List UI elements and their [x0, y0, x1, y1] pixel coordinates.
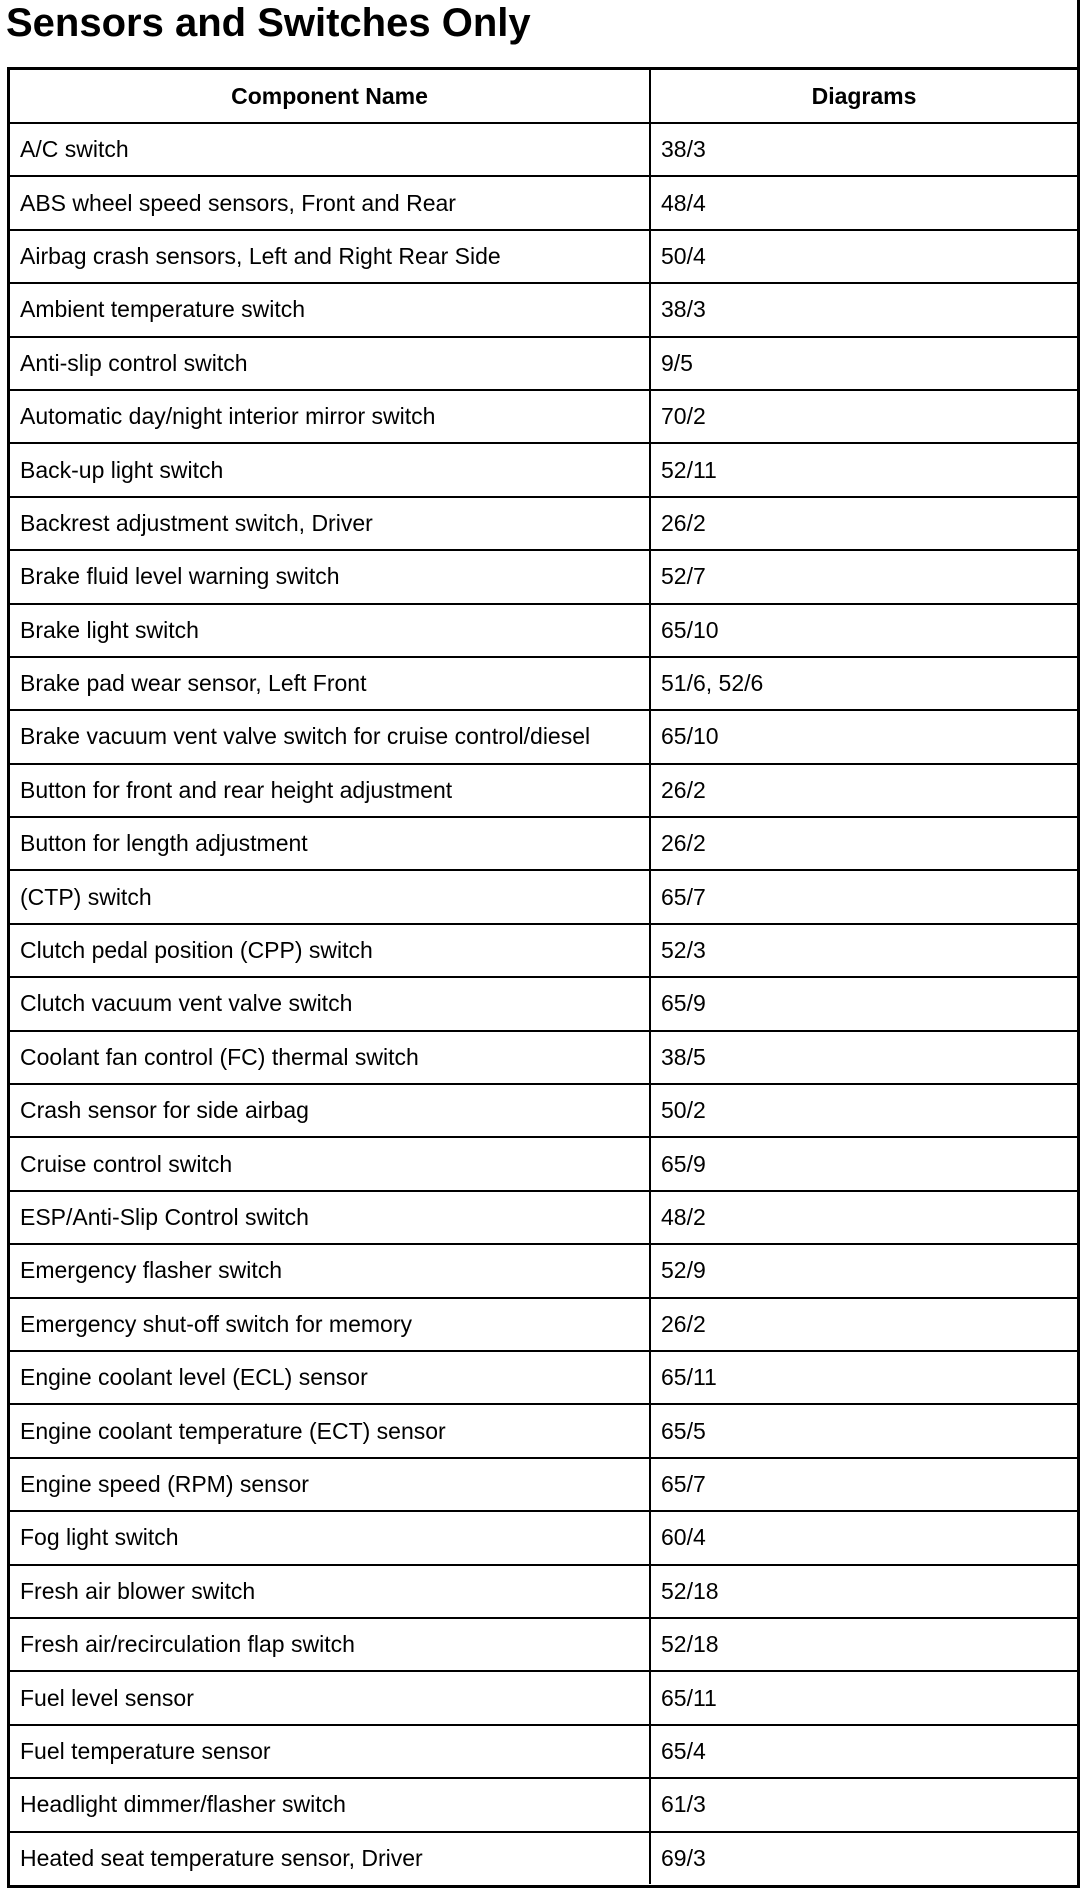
diagram-ref-cell: 69/3	[650, 1832, 1077, 1884]
diagram-ref-cell: 50/2	[650, 1084, 1077, 1137]
diagram-ref-cell: 52/18	[650, 1618, 1077, 1671]
diagram-ref-cell: 38/5	[650, 1031, 1077, 1084]
diagram-ref-cell: 52/18	[650, 1565, 1077, 1618]
right-rule	[1077, 0, 1080, 68]
component-name-cell: ABS wheel speed sensors, Front and Rear	[10, 176, 650, 229]
diagram-ref-cell: 9/5	[650, 337, 1077, 390]
diagram-ref-cell: 26/2	[650, 764, 1077, 817]
table-row	[10, 1511, 1077, 1564]
diagram-ref-cell: 65/7	[650, 870, 1077, 923]
table-header	[10, 70, 1077, 123]
table-row	[10, 390, 1077, 443]
component-name-cell: Airbag crash sensors, Left and Right Rear Side	[10, 230, 650, 283]
table-row	[10, 550, 1077, 603]
component-name-cell: Headlight dimmer/flasher switch	[10, 1778, 650, 1831]
component-name-cell: Fresh air/recirculation flap switch	[10, 1618, 650, 1671]
component-name-cell: Coolant fan control (FC) thermal switch	[10, 1031, 650, 1084]
diagram-ref-cell: 26/2	[650, 817, 1077, 870]
diagram-ref-cell: 65/9	[650, 977, 1077, 1030]
table-row	[10, 764, 1077, 817]
table-row	[10, 1298, 1077, 1351]
component-name-cell: Back-up light switch	[10, 443, 650, 496]
diagram-ref-cell: 38/3	[650, 283, 1077, 336]
table-row	[10, 123, 1077, 176]
diagram-ref-cell: 26/2	[650, 497, 1077, 550]
diagram-ref-cell: 48/4	[650, 176, 1077, 229]
component-name-cell: (CTP) switch	[10, 870, 650, 923]
component-name-cell: Clutch vacuum vent valve switch	[10, 977, 650, 1030]
table-body	[10, 123, 1077, 1884]
column-header-component-name: Component Name	[10, 70, 650, 123]
diagram-ref-cell: 38/3	[650, 123, 1077, 176]
component-name-cell: Automatic day/night interior mirror switch	[10, 390, 650, 443]
table-row	[10, 176, 1077, 229]
component-name-cell: Engine speed (RPM) sensor	[10, 1458, 650, 1511]
table-row	[10, 1458, 1077, 1511]
diagram-ref-cell: 52/9	[650, 1244, 1077, 1297]
table-row	[10, 1084, 1077, 1137]
diagram-ref-cell: 65/10	[650, 604, 1077, 657]
component-name-cell: Anti-slip control switch	[10, 337, 650, 390]
component-name-cell: Brake light switch	[10, 604, 650, 657]
table-row	[10, 1671, 1077, 1724]
component-name-cell: Emergency flasher switch	[10, 1244, 650, 1297]
table-row	[10, 443, 1077, 496]
table-row	[10, 604, 1077, 657]
table-row	[10, 283, 1077, 336]
table-row	[10, 710, 1077, 763]
diagram-ref-cell: 52/11	[650, 443, 1077, 496]
diagram-ref-cell: 65/5	[650, 1404, 1077, 1457]
component-name-cell: Brake fluid level warning switch	[10, 550, 650, 603]
component-name-cell: Fuel temperature sensor	[10, 1725, 650, 1778]
table-row	[10, 1244, 1077, 1297]
table-row	[10, 1404, 1077, 1457]
table-row	[10, 817, 1077, 870]
component-name-cell: Cruise control switch	[10, 1137, 650, 1190]
diagram-ref-cell: 50/4	[650, 230, 1077, 283]
table-row	[10, 977, 1077, 1030]
table-row	[10, 1778, 1077, 1831]
diagram-ref-cell: 60/4	[650, 1511, 1077, 1564]
component-name-cell: Button for front and rear height adjustment	[10, 764, 650, 817]
component-name-cell: Brake pad wear sensor, Left Front	[10, 657, 650, 710]
diagram-ref-cell: 61/3	[650, 1778, 1077, 1831]
component-name-cell: Ambient temperature switch	[10, 283, 650, 336]
component-name-cell: Backrest adjustment switch, Driver	[10, 497, 650, 550]
table-row	[10, 1618, 1077, 1671]
diagram-ref-cell: 52/7	[650, 550, 1077, 603]
diagram-ref-cell: 65/11	[650, 1671, 1077, 1724]
diagram-ref-cell: 70/2	[650, 390, 1077, 443]
diagram-ref-cell: 65/7	[650, 1458, 1077, 1511]
diagram-ref-cell: 26/2	[650, 1298, 1077, 1351]
diagram-ref-cell: 65/9	[650, 1137, 1077, 1190]
page-title: Sensors and Switches Only	[6, 1, 531, 45]
table-row	[10, 1351, 1077, 1404]
table-row	[10, 337, 1077, 390]
component-name-cell: Clutch pedal position (CPP) switch	[10, 924, 650, 977]
table-row	[10, 1725, 1077, 1778]
table-row	[10, 657, 1077, 710]
column-header-diagrams: Diagrams	[650, 70, 1077, 123]
table-row	[10, 497, 1077, 550]
component-name-cell: Crash sensor for side airbag	[10, 1084, 650, 1137]
components-table	[10, 70, 1077, 1884]
table-row	[10, 1832, 1077, 1884]
table-row	[10, 1031, 1077, 1084]
diagram-ref-cell: 65/11	[650, 1351, 1077, 1404]
component-name-cell: Emergency shut-off switch for memory	[10, 1298, 650, 1351]
component-name-cell: Heated seat temperature sensor, Driver	[10, 1832, 650, 1884]
diagram-ref-cell: 52/3	[650, 924, 1077, 977]
table-row	[10, 230, 1077, 283]
component-name-cell: Fuel level sensor	[10, 1671, 650, 1724]
component-name-cell: Brake vacuum vent valve switch for cruise control/diesel	[10, 710, 650, 763]
component-name-cell: Fresh air blower switch	[10, 1565, 650, 1618]
diagram-ref-cell: 65/10	[650, 710, 1077, 763]
table-row	[10, 1191, 1077, 1244]
table-row	[10, 870, 1077, 923]
component-name-cell: Button for length adjustment	[10, 817, 650, 870]
diagram-ref-cell: 48/2	[650, 1191, 1077, 1244]
table-row	[10, 924, 1077, 977]
diagram-ref-cell: 65/4	[650, 1725, 1077, 1778]
components-table-frame	[7, 67, 1080, 1888]
component-name-cell: Fog light switch	[10, 1511, 650, 1564]
component-name-cell: A/C switch	[10, 123, 650, 176]
component-name-cell: ESP/Anti-Slip Control switch	[10, 1191, 650, 1244]
component-name-cell: Engine coolant level (ECL) sensor	[10, 1351, 650, 1404]
table-row	[10, 1565, 1077, 1618]
table-row	[10, 1137, 1077, 1190]
header-row	[10, 70, 1077, 123]
component-name-cell: Engine coolant temperature (ECT) sensor	[10, 1404, 650, 1457]
diagram-ref-cell: 51/6, 52/6	[650, 657, 1077, 710]
